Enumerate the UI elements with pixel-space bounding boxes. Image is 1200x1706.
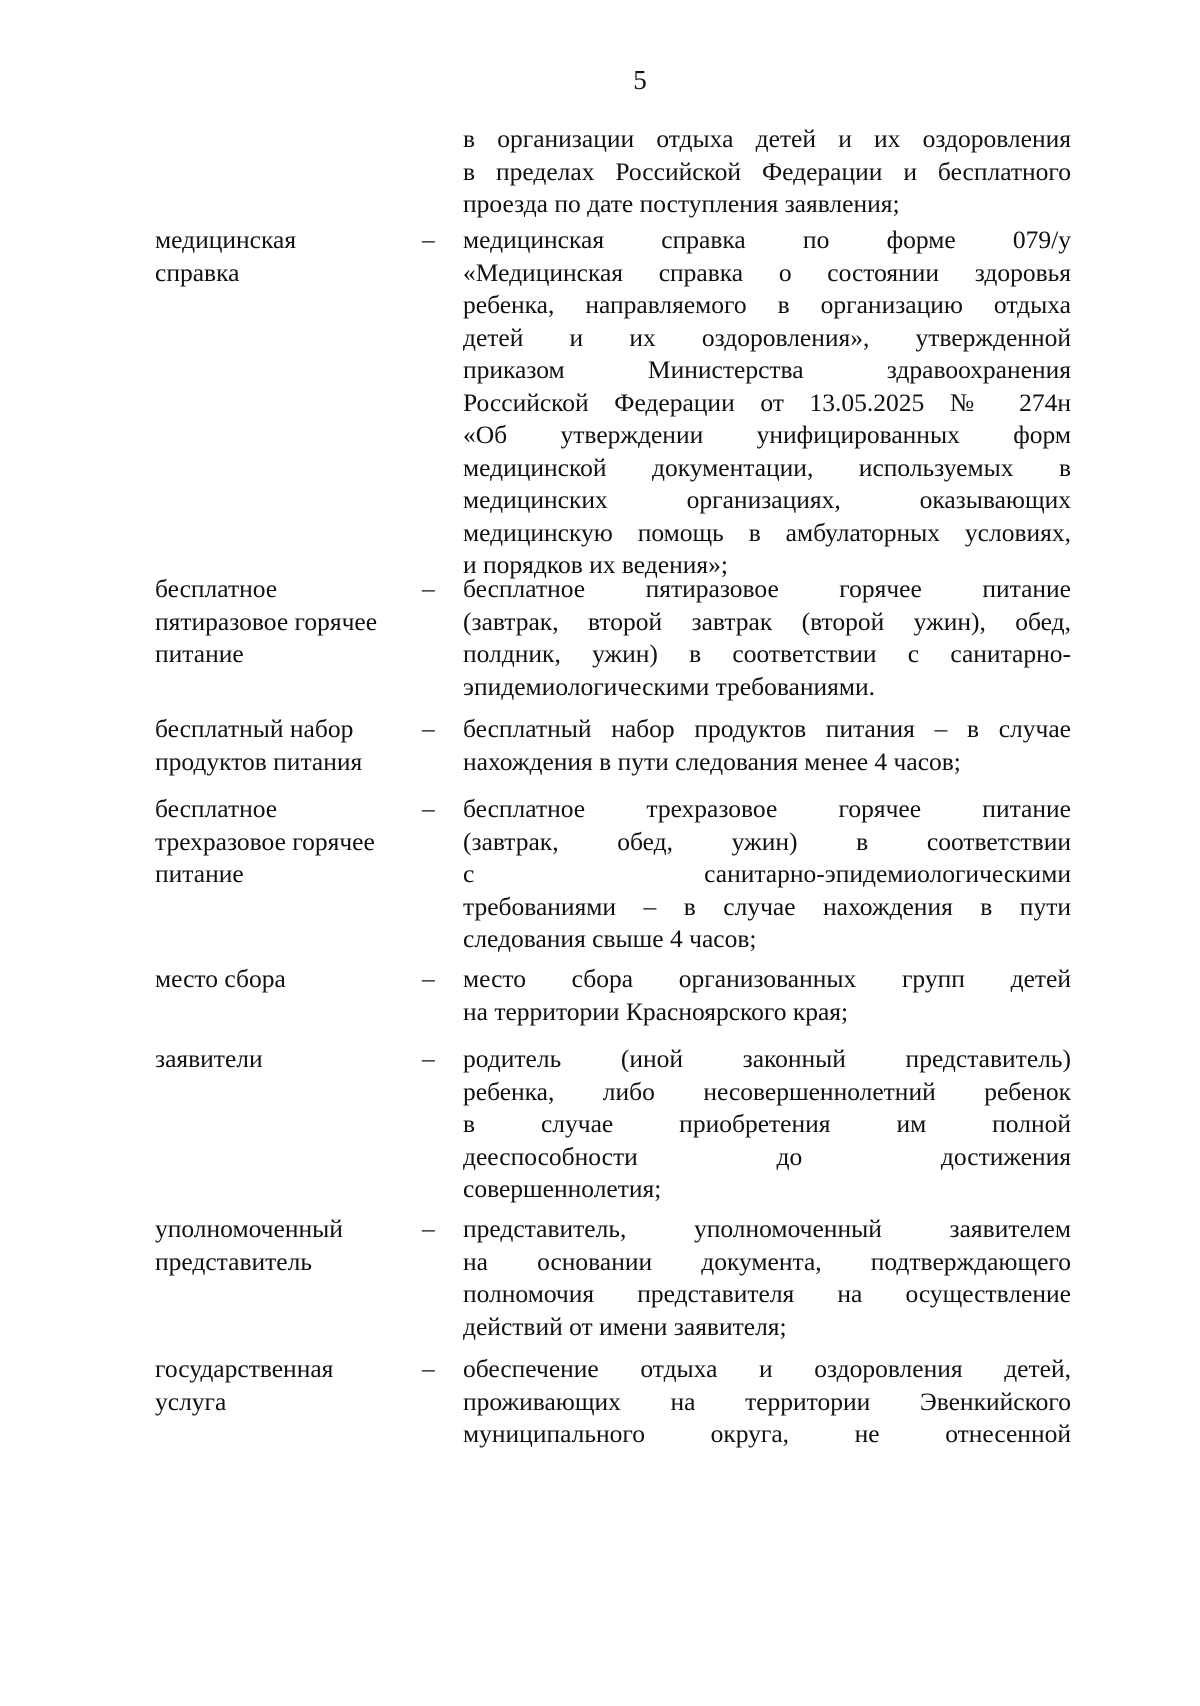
text-line: место сбора организованных групп детей — [463, 964, 1071, 993]
definition-text — [463, 224, 1071, 582]
definition-text — [463, 1213, 1071, 1343]
definition-text — [463, 963, 1071, 1028]
text-line: следования свыше 4 часов; — [463, 924, 757, 953]
text-line: ребенка, направляемого в организацию отдыха — [463, 290, 1071, 319]
text-line: ребенка, либо несовершеннолетний ребенок — [463, 1076, 1071, 1106]
text-line: требованиями – в случае нахождения в пути — [463, 891, 1071, 921]
definition-term: уполномоченный представитель — [155, 1214, 343, 1276]
text-line: в случае приобретения им полной — [463, 1109, 1071, 1138]
text-line: муниципального округа, не отнесенной — [463, 1419, 1071, 1448]
text-line: медицинскую помощь в амбулаторных условиях, — [463, 517, 1071, 547]
definition-dash: – — [422, 714, 435, 743]
text-line: обеспечение отдыха и оздоровления детей, — [463, 1354, 1071, 1383]
text-line: родитель (иной законный представитель) — [463, 1044, 1071, 1073]
text-line: на территории Красноярского края; — [463, 996, 849, 1026]
text-line: полномочия представителя на осуществление — [463, 1279, 1071, 1308]
text-line: бесплатное трехразовое горячее питание — [463, 794, 1071, 823]
text-line: в пределах Российской Федерации и бесплатного — [463, 156, 1071, 186]
definition-dash: – — [422, 1354, 435, 1383]
text-line: бесплатный набор продуктов питания – в случае — [463, 714, 1071, 743]
text-line: (завтрак, обед, ужин) в соответствии — [463, 826, 1071, 856]
definition-term: бесплатный набор продуктов питания — [155, 714, 363, 776]
page-number: 5 — [633, 65, 647, 95]
text-line: «Медицинская справка о состоянии здоровья — [463, 257, 1071, 287]
text-line: дееспособности до достижения — [463, 1141, 1071, 1171]
text-line: представитель, уполномоченный заявителем — [463, 1214, 1071, 1243]
text-line: «Об утверждении унифицированных форм — [463, 420, 1071, 449]
text-line: проживающих на территории Эвенкийского — [463, 1386, 1071, 1416]
text-line: проезда по дате поступления заявления; — [463, 189, 900, 218]
definition-term: бесплатное пятиразовое горячее питание — [155, 574, 378, 668]
definition-dash: – — [422, 1214, 435, 1243]
text-line: медицинской документации, используемых в — [463, 452, 1071, 482]
definition-text — [463, 793, 1071, 956]
definition-dash: – — [422, 964, 435, 993]
definition-term: медицинская справка — [155, 225, 297, 287]
definition-dash: – — [422, 225, 435, 254]
text-line: медицинская справка по форме 079/у — [463, 225, 1071, 254]
definition-term: государственная услуга — [155, 1354, 334, 1416]
text-line: действий от имени заявителя; — [463, 1311, 787, 1341]
text-line: на основании документа, подтверждающего — [463, 1246, 1071, 1276]
text-line: с санитарно-эпидемиологическими — [463, 859, 1071, 888]
definition-term: бесплатное трехразовое горячее питание — [155, 794, 375, 888]
definition-term: место сбора — [155, 964, 286, 993]
definition-dash: – — [422, 574, 435, 603]
definition-text — [463, 1043, 1071, 1206]
text-line: полдник, ужин) в соответствии с санитарно- — [463, 639, 1071, 668]
text-line: бесплатное пятиразовое горячее питание — [463, 574, 1071, 603]
definition-dash: – — [422, 794, 435, 823]
definition-text — [463, 713, 1071, 778]
text-line: Российской Федерации от 13.05.2025 № 274н — [463, 387, 1071, 417]
text-line: приказом Министерства здравоохранения — [463, 355, 1071, 384]
text-line: в организации отдыха детей и их оздоровления — [463, 124, 1071, 153]
text-line: эпидемиологическими требованиями. — [463, 671, 876, 701]
continued-paragraph — [463, 123, 1071, 221]
definition-term: заявители — [155, 1044, 263, 1073]
text-line: совершеннолетия; — [463, 1174, 662, 1203]
definition-text — [463, 573, 1071, 703]
text-line: нахождения в пути следования менее 4 часов; — [463, 746, 961, 776]
definition-text — [463, 1353, 1071, 1451]
text-line: и порядков их ведения»; — [463, 550, 728, 579]
text-line: детей и их оздоровления», утвержденной — [463, 322, 1071, 352]
text-line: (завтрак, второй завтрак (второй ужин), обед, — [463, 606, 1071, 636]
text-line: медицинских организациях, оказывающих — [463, 485, 1071, 514]
definition-dash: – — [422, 1044, 435, 1073]
